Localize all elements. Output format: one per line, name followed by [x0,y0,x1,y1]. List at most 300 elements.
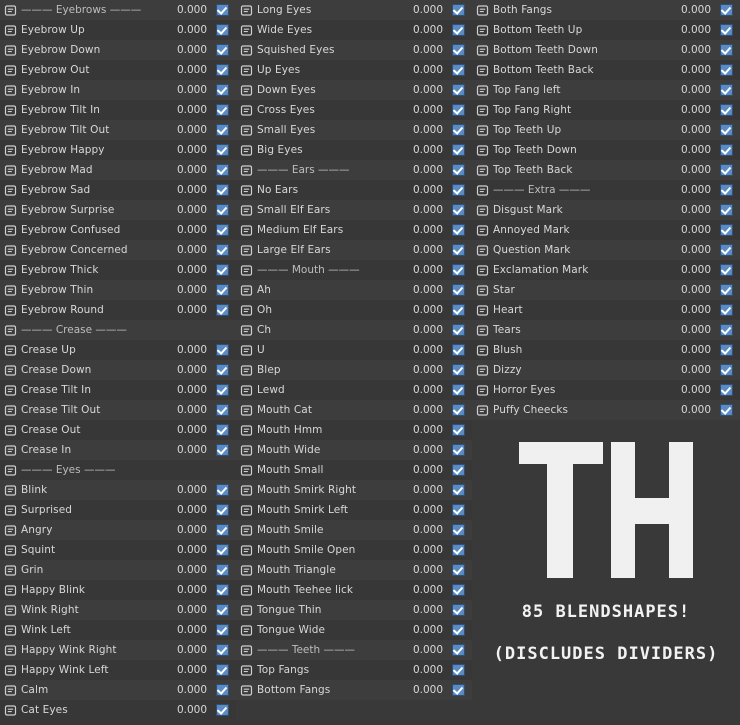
blendshape-row[interactable] [0,440,236,460]
blendshape-row[interactable] [0,620,236,640]
checkbox-checked-icon[interactable] [452,244,465,256]
blendshape-row[interactable] [236,600,472,620]
blendshape-value[interactable]: 0.000 [176,44,207,56]
blendshape-value[interactable]: 0.000 [176,404,207,416]
blendshape-value[interactable]: 0.000 [176,304,207,316]
checkbox-checked-icon[interactable] [452,404,465,416]
blendshape-row[interactable] [236,160,472,180]
checkbox-checked-icon[interactable] [452,304,465,316]
blendshape-row[interactable] [236,540,472,560]
checkbox-checked-icon[interactable] [216,384,229,396]
blendshape-count-headline: 85 BLENDSHAPES! [521,602,691,622]
blendshape-value[interactable]: 0.000 [176,364,207,376]
blendshape-row[interactable] [236,280,472,300]
blendshape-value[interactable]: 0.000 [680,224,711,236]
blendshape-row[interactable] [0,400,236,420]
checkbox-checked-icon[interactable] [452,624,465,636]
blendshape-value[interactable]: 0.000 [680,264,711,276]
blendshape-value[interactable]: 0.000 [412,104,443,116]
checkbox-checked-icon[interactable] [216,664,229,676]
blendshape-value[interactable]: 0.000 [412,524,443,536]
checkbox-checked-icon[interactable] [216,424,229,436]
blendshape-row[interactable] [0,420,236,440]
blendshape-row[interactable] [236,360,472,380]
checkbox-checked-icon[interactable] [452,24,465,36]
checkbox-checked-icon[interactable] [452,604,465,616]
blendshape-value[interactable]: 0.000 [176,664,207,676]
checkbox-checked-icon[interactable] [452,444,465,456]
checkbox-checked-icon[interactable] [720,364,733,376]
blendshape-value[interactable]: 0.000 [176,544,207,556]
blendshape-row[interactable] [0,640,236,660]
blendshape-value[interactable]: 0.000 [176,644,207,656]
checkbox-checked-icon[interactable] [216,304,229,316]
blendshape-row[interactable] [0,100,236,120]
section-divider-label: ——— Extra ——— [493,184,591,196]
blendshape-row[interactable] [0,0,236,20]
blendshape-row[interactable] [0,80,236,100]
blendshape-row[interactable] [0,600,236,620]
blendshape-value[interactable]: 0.000 [412,624,443,636]
blendshape-value[interactable]: 0.000 [412,324,443,336]
checkbox-checked-icon[interactable] [720,244,733,256]
blendshape-row[interactable] [0,320,236,340]
blendshape-value[interactable]: 0.000 [680,404,711,416]
blendshape-value[interactable]: 0.000 [412,284,443,296]
blendshape-row[interactable] [472,20,740,40]
blendshape-row[interactable] [472,100,740,120]
property-icon [240,404,253,417]
checkbox-checked-icon[interactable] [452,584,465,596]
blendshape-value[interactable]: 0.000 [680,204,711,216]
blendshape-row[interactable] [236,420,472,440]
blendshape-value[interactable]: 0.000 [680,364,711,376]
property-icon [4,544,17,557]
checkbox-checked-icon[interactable] [216,344,229,356]
blendshape-row[interactable] [236,520,472,540]
blendshape-row[interactable] [0,60,236,80]
blendshape-value[interactable]: 0.000 [412,584,443,596]
blendshape-value[interactable]: 0.000 [412,364,443,376]
checkbox-checked-icon[interactable] [216,104,229,116]
blendshape-row[interactable] [236,200,472,220]
blendshape-row[interactable] [472,200,740,220]
checkbox-checked-icon[interactable] [216,684,229,696]
blendshape-value[interactable]: 0.000 [412,144,443,156]
checkbox-checked-icon[interactable] [452,424,465,436]
blendshape-row[interactable] [472,120,740,140]
blendshape-value[interactable]: 0.000 [176,684,207,696]
blendshape-value[interactable]: 0.000 [680,304,711,316]
blendshape-row[interactable] [0,120,236,140]
blendshape-value[interactable]: 0.000 [412,544,443,556]
blendshape-value[interactable]: 0.000 [176,624,207,636]
checkbox-checked-icon[interactable] [720,164,733,176]
blendshape-value[interactable]: 0.000 [176,104,207,116]
blendshape-row[interactable] [236,500,472,520]
blendshape-row[interactable] [0,500,236,520]
checkbox-checked-icon[interactable] [216,504,229,516]
blendshape-row[interactable] [236,0,472,20]
blendshape-value[interactable]: 0.000 [412,164,443,176]
blendshape-value[interactable]: 0.000 [412,484,443,496]
blendshape-value[interactable]: 0.000 [680,84,711,96]
blendshape-row[interactable] [236,80,472,100]
checkbox-checked-icon[interactable] [452,204,465,216]
checkbox-checked-icon[interactable] [216,84,229,96]
blendshape-value[interactable]: 0.000 [412,464,443,476]
blendshape-row[interactable] [0,160,236,180]
blendshape-row[interactable] [472,260,740,280]
checkbox-checked-icon[interactable] [216,244,229,256]
blendshape-value[interactable]: 0.000 [680,184,711,196]
blendshape-value[interactable]: 0.000 [412,644,443,656]
blendshape-row[interactable] [236,620,472,640]
blendshape-label: Angry [21,524,53,536]
checkbox-checked-icon[interactable] [720,284,733,296]
blendshape-row[interactable] [0,240,236,260]
blendshape-value[interactable]: 0.000 [680,284,711,296]
blendshape-value[interactable]: 0.000 [680,4,711,16]
blendshape-row[interactable] [236,100,472,120]
property-icon [240,224,253,237]
checkbox-checked-icon[interactable] [452,504,465,516]
checkbox-checked-icon[interactable] [720,124,733,136]
blendshape-value[interactable]: 0.000 [680,144,711,156]
blendshape-value[interactable]: 0.000 [680,384,711,396]
blendshape-row[interactable] [0,300,236,320]
blendshape-row[interactable] [0,460,236,480]
blendshape-value[interactable]: 0.000 [176,604,207,616]
blendshape-value[interactable]: 0.000 [412,264,443,276]
blendshape-row[interactable] [472,180,740,200]
property-icon [4,104,17,117]
blendshape-value[interactable]: 0.000 [176,344,207,356]
blendshape-value[interactable]: 0.000 [412,604,443,616]
blendshape-row[interactable] [236,560,472,580]
blendshape-label: Eyebrow Happy [21,144,105,156]
blendshape-value[interactable]: 0.000 [176,144,207,156]
checkbox-checked-icon[interactable] [216,124,229,136]
blendshape-row[interactable] [0,280,236,300]
blendshape-row[interactable] [472,240,740,260]
blendshape-row[interactable] [236,680,472,700]
blendshape-row[interactable] [236,340,472,360]
checkbox-checked-icon[interactable] [720,84,733,96]
blendshape-row[interactable] [236,140,472,160]
blendshape-row[interactable] [236,260,472,280]
blendshape-value[interactable]: 0.000 [412,684,443,696]
checkbox-checked-icon[interactable] [720,184,733,196]
blendshape-row[interactable] [0,480,236,500]
blendshape-row[interactable] [472,280,740,300]
checkbox-checked-icon[interactable] [216,624,229,636]
checkbox-checked-icon[interactable] [452,84,465,96]
blendshape-value[interactable]: 0.000 [176,524,207,536]
blendshape-value[interactable]: 0.000 [176,224,207,236]
blendshape-row[interactable] [0,560,236,580]
blendshape-label: Calm [21,684,49,696]
blendshape-value[interactable]: 0.000 [680,344,711,356]
checkbox-checked-icon[interactable] [216,564,229,576]
blendshape-label: Mouth Smile [257,524,324,536]
checkbox-checked-icon[interactable] [216,64,229,76]
blendshape-row[interactable] [472,340,740,360]
blendshape-row[interactable] [0,520,236,540]
blendshape-row[interactable] [472,80,740,100]
blendshape-row[interactable] [472,320,740,340]
blendshape-row[interactable] [236,320,472,340]
property-icon [4,484,17,497]
blendshape-value[interactable]: 0.000 [176,64,207,76]
blendshape-value[interactable]: 0.000 [412,44,443,56]
blendshape-value[interactable]: 0.000 [680,324,711,336]
blendshape-row[interactable] [0,340,236,360]
property-icon [476,164,489,177]
blendshape-row[interactable] [236,660,472,680]
blendshape-value[interactable]: 0.000 [176,24,207,36]
checkbox-checked-icon[interactable] [216,44,229,56]
checkbox-checked-icon[interactable] [216,264,229,276]
checkbox-checked-icon[interactable] [216,164,229,176]
checkbox-checked-icon[interactable] [452,384,465,396]
checkbox-checked-icon[interactable] [452,524,465,536]
blendshape-value[interactable]: 0.000 [176,84,207,96]
blendshape-row[interactable] [472,360,740,380]
checkbox-checked-icon[interactable] [216,604,229,616]
blendshape-value[interactable]: 0.000 [176,504,207,516]
column-eyebrows-crease-eyes [0,0,236,725]
checkbox-checked-icon[interactable] [216,404,229,416]
blendshape-row[interactable] [472,40,740,60]
blendshape-row[interactable] [0,660,236,680]
checkbox-checked-icon[interactable] [720,204,733,216]
checkbox-checked-icon[interactable] [720,64,733,76]
blendshape-value[interactable]: 0.000 [412,244,443,256]
checkbox-checked-icon[interactable] [720,264,733,276]
blendshape-label: Ah [257,284,272,296]
checkbox-checked-icon[interactable] [452,644,465,656]
blendshape-value[interactable]: 0.000 [412,4,443,16]
property-icon [240,84,253,97]
checkbox-checked-icon[interactable] [720,404,733,416]
blendshape-value[interactable]: 0.000 [412,384,443,396]
blendshape-row[interactable] [236,640,472,660]
blendshape-row[interactable] [472,0,740,20]
checkbox-checked-icon[interactable] [216,544,229,556]
blendshape-row[interactable] [236,400,472,420]
checkbox-checked-icon[interactable] [720,104,733,116]
checkbox-checked-icon[interactable] [720,224,733,236]
blendshape-row[interactable] [0,180,236,200]
checkbox-checked-icon[interactable] [720,24,733,36]
blendshape-row[interactable] [0,200,236,220]
blendshape-value[interactable]: 0.000 [176,264,207,276]
blendshape-value[interactable]: 0.000 [412,504,443,516]
blendshape-value[interactable]: 0.000 [412,344,443,356]
checkbox-checked-icon[interactable] [720,4,733,16]
checkbox-checked-icon[interactable] [216,204,229,216]
blendshape-row[interactable] [236,380,472,400]
checkbox-checked-icon[interactable] [216,224,229,236]
checkbox-checked-icon[interactable] [452,564,465,576]
blendshape-value[interactable]: 0.000 [680,44,711,56]
checkbox-checked-icon[interactable] [452,484,465,496]
blendshape-row[interactable] [0,140,236,160]
checkbox-checked-icon[interactable] [452,144,465,156]
property-icon [4,184,17,197]
checkbox-checked-icon[interactable] [452,464,465,476]
blendshape-label: Mouth Triangle [257,564,336,576]
blendshape-row[interactable] [236,20,472,40]
blendshape-value[interactable]: 0.000 [176,204,207,216]
blendshape-row[interactable] [236,460,472,480]
property-icon [240,44,253,57]
property-icon [476,64,489,77]
checkbox-checked-icon[interactable] [452,44,465,56]
blendshape-value[interactable]: 0.000 [176,704,207,716]
blendshape-value[interactable]: 0.000 [412,304,443,316]
blendshape-row[interactable] [0,40,236,60]
checkbox-checked-icon[interactable] [216,444,229,456]
blendshape-value[interactable]: 0.000 [680,244,711,256]
blendshape-row[interactable] [472,160,740,180]
blendshape-value[interactable]: 0.000 [412,424,443,436]
blendshape-value[interactable]: 0.000 [176,284,207,296]
checkbox-checked-icon[interactable] [216,524,229,536]
blendshape-value[interactable]: 0.000 [176,564,207,576]
blendshape-row[interactable] [0,260,236,280]
checkbox-checked-icon[interactable] [452,664,465,676]
blendshape-row[interactable] [472,140,740,160]
checkbox-checked-icon[interactable] [720,44,733,56]
checkbox-checked-icon[interactable] [452,64,465,76]
blendshape-row[interactable] [0,360,236,380]
property-icon [4,664,17,677]
checkbox-checked-icon[interactable] [216,144,229,156]
blendshape-row[interactable] [0,700,236,720]
blendshape-row[interactable] [236,40,472,60]
blendshape-label: Exclamation Mark [493,264,589,276]
checkbox-checked-icon[interactable] [452,184,465,196]
blendshape-value[interactable]: 0.000 [176,424,207,436]
checkbox-checked-icon[interactable] [216,584,229,596]
blendshape-row[interactable] [472,380,740,400]
blendshape-value[interactable]: 0.000 [680,24,711,36]
blendshape-row[interactable] [236,440,472,460]
checkbox-checked-icon[interactable] [720,304,733,316]
checkbox-checked-icon[interactable] [452,324,465,336]
blendshape-value[interactable]: 0.000 [412,84,443,96]
blendshape-row[interactable] [236,240,472,260]
blendshape-value[interactable]: 0.000 [176,484,207,496]
blendshape-row[interactable] [0,20,236,40]
blendshape-value[interactable]: 0.000 [176,164,207,176]
blendshape-value[interactable]: 0.000 [412,184,443,196]
blendshape-value[interactable]: 0.000 [412,224,443,236]
blendshape-label: Up Eyes [257,64,301,76]
blendshape-value[interactable]: 0.000 [412,24,443,36]
checkbox-checked-icon[interactable] [720,324,733,336]
checkbox-checked-icon[interactable] [216,284,229,296]
checkbox-checked-icon[interactable] [452,264,465,276]
checkbox-checked-icon[interactable] [720,384,733,396]
checkbox-checked-icon[interactable] [452,284,465,296]
checkbox-checked-icon[interactable] [216,364,229,376]
checkbox-checked-icon[interactable] [720,344,733,356]
blendshape-row[interactable] [0,680,236,700]
blendshape-label: No Ears [257,184,299,196]
blendshape-row[interactable] [236,300,472,320]
blendshape-label: Happy Blink [21,584,86,596]
checkbox-checked-icon[interactable] [452,344,465,356]
blendshape-value[interactable]: 0.000 [412,404,443,416]
blendshape-row[interactable] [472,400,740,420]
blendshape-row[interactable] [236,120,472,140]
blendshape-value[interactable]: 0.000 [680,104,711,116]
checkbox-checked-icon[interactable] [216,644,229,656]
blendshape-row[interactable] [236,480,472,500]
checkbox-checked-icon[interactable] [452,124,465,136]
blendshape-row[interactable] [236,220,472,240]
blendshape-row[interactable] [472,300,740,320]
blendshape-value[interactable]: 0.000 [176,4,207,16]
blendshape-row[interactable] [472,60,740,80]
property-icon [240,484,253,497]
checkbox-checked-icon[interactable] [216,484,229,496]
blendshape-row[interactable] [236,60,472,80]
checkbox-checked-icon[interactable] [452,364,465,376]
blendshape-row[interactable] [0,380,236,400]
blendshape-row[interactable] [472,220,740,240]
blendshape-value[interactable]: 0.000 [680,164,711,176]
blendshape-value[interactable]: 0.000 [412,204,443,216]
blendshape-value[interactable]: 0.000 [412,564,443,576]
checkbox-checked-icon[interactable] [216,704,229,716]
blendshape-row[interactable] [0,220,236,240]
blendshape-value[interactable]: 0.000 [412,124,443,136]
checkbox-checked-icon[interactable] [216,24,229,36]
blendshape-value[interactable]: 0.000 [680,64,711,76]
checkbox-checked-icon[interactable] [452,544,465,556]
blendshape-value[interactable]: 0.000 [176,444,207,456]
blendshape-value[interactable]: 0.000 [412,64,443,76]
checkbox-checked-icon[interactable] [452,4,465,16]
blendshape-value[interactable]: 0.000 [176,184,207,196]
checkbox-checked-icon[interactable] [452,164,465,176]
blendshape-value[interactable]: 0.000 [412,664,443,676]
property-icon [240,4,253,17]
blendshape-value[interactable]: 0.000 [176,244,207,256]
checkbox-checked-icon[interactable] [720,144,733,156]
checkbox-checked-icon[interactable] [452,104,465,116]
blendshape-value[interactable]: 0.000 [412,444,443,456]
blendshape-value[interactable]: 0.000 [176,384,207,396]
blendshape-row[interactable] [0,540,236,560]
blendshape-row[interactable] [0,580,236,600]
blendshape-value[interactable]: 0.000 [176,584,207,596]
blendshape-value[interactable]: 0.000 [680,124,711,136]
checkbox-checked-icon[interactable] [452,684,465,696]
property-icon [4,384,17,397]
checkbox-checked-icon[interactable] [452,224,465,236]
blendshape-row[interactable] [236,580,472,600]
checkbox-checked-icon[interactable] [216,4,229,16]
checkbox-checked-icon[interactable] [216,184,229,196]
blendshape-value[interactable]: 0.000 [176,124,207,136]
property-icon [240,464,253,477]
blendshape-row[interactable] [236,180,472,200]
